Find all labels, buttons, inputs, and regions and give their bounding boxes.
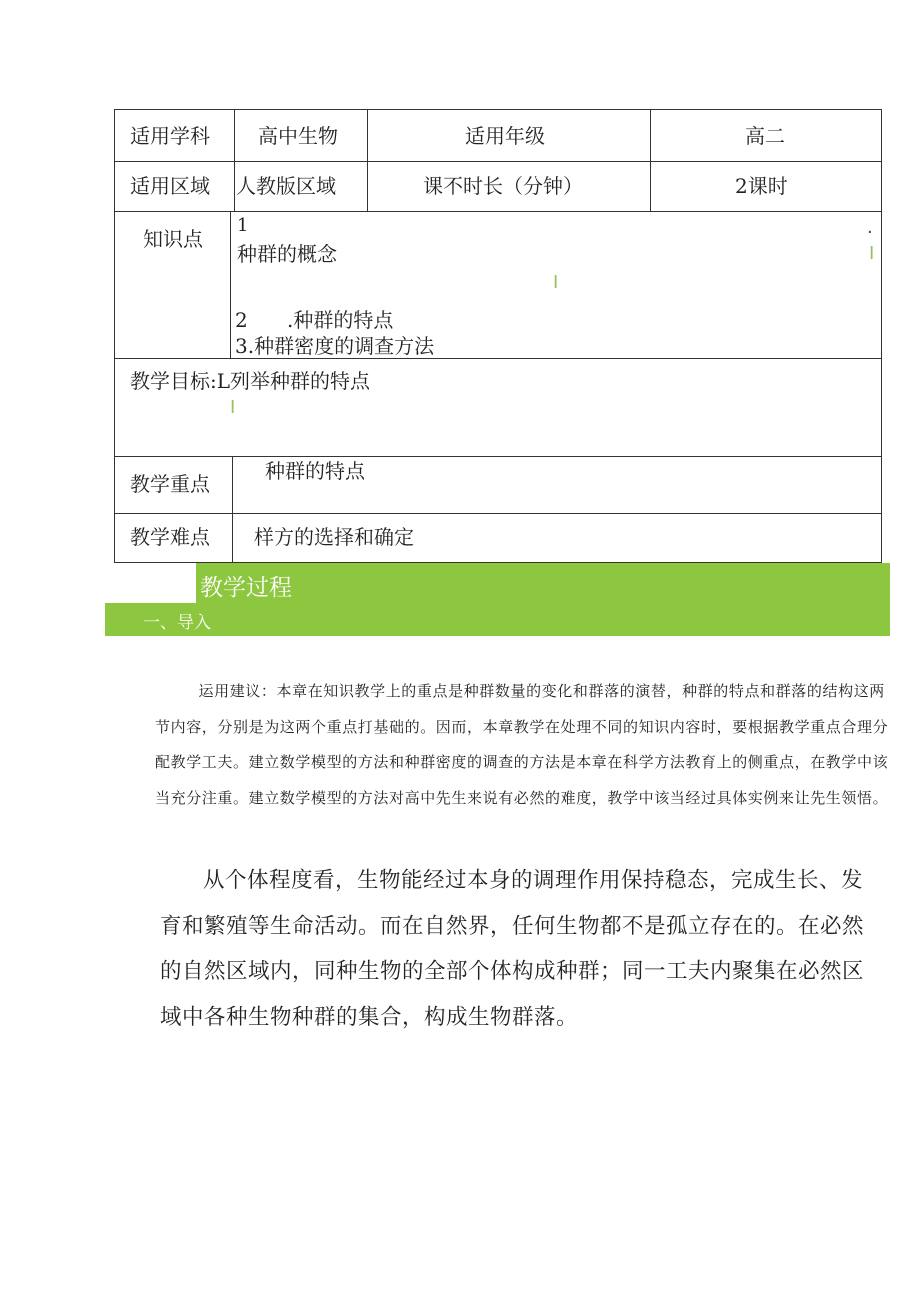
text-cursor-mark: I	[230, 397, 236, 418]
knowledge-item-text: 3.种群密度的调查方法	[235, 334, 435, 358]
body-text: 从个体程度看，生物能经过本身的调理作用保持稳态，完成生长、发育和繁殖等生命活动。而在自然界，任何生物都不是孤立存在的。在必然的自然区域内，同种生物的全部个体构成种群；同一工夫内聚集在必然区域中各种生物种群的集合，构成生物群落。	[160, 868, 865, 1030]
section-subtitle: 一、导入	[143, 613, 211, 633]
region-label: 适用区域	[130, 174, 210, 198]
row-divider	[115, 456, 881, 457]
col-divider	[650, 110, 651, 211]
duration-value: 2课时	[735, 174, 788, 198]
subject-label: 适用学科	[130, 124, 210, 148]
row-divider	[115, 161, 881, 162]
key-point-label: 教学重点	[130, 472, 210, 496]
difficulty-label: 教学难点	[130, 525, 210, 549]
knowledge-item-text: .种群的特点	[287, 308, 394, 332]
stray-dot: .	[867, 217, 873, 238]
section-title: 教学过程	[200, 575, 292, 601]
key-point-value: 种群的特点	[265, 459, 365, 483]
subject-value: 高中生物	[258, 124, 338, 148]
region-value: 人教版区域	[236, 174, 336, 198]
row-divider	[115, 513, 881, 514]
col-divider	[234, 110, 235, 211]
usage-note	[155, 674, 890, 816]
grade-label: 适用年级	[465, 124, 545, 148]
section-title-bar	[196, 563, 890, 603]
grade-value: 高二	[745, 124, 785, 148]
section-subtitle-bar	[105, 603, 890, 636]
knowledge-item-number: 1	[237, 215, 249, 236]
knowledge-item-number: 2	[235, 308, 248, 332]
text-cursor-mark: I	[869, 243, 875, 264]
knowledge-overflow	[233, 334, 533, 358]
lesson-info-table	[114, 109, 882, 563]
usage-note-text: 运用建议：本章在知识教学上的重点是种群数量的变化和群落的演替，种群的特点和群落的结构这两节内容，分别是为这两个重点打基础的。因而，本章教学在处理不同的知识内容时，要根据教学重点合理分配教学工夫。建立数学模型的方法和种群密度的调查的方法是本章在科学方法教育上的侧重点，在教学中该当充分注重。建立数学模型的方法对高中先生来说有必然的难度，教学中该当经过具体实例来让先生领悟。	[155, 682, 889, 807]
teaching-goal: 教学目标:L列举种群的特点	[130, 369, 371, 393]
duration-label: 课不时长（分钟）	[423, 174, 583, 198]
knowledge-item-text: 种群的概念	[237, 242, 337, 266]
difficulty-value: 样方的选择和确定	[254, 525, 414, 549]
knowledge-label: 知识点	[143, 227, 203, 251]
col-divider	[230, 211, 231, 358]
text-cursor-mark: I	[553, 272, 559, 293]
col-divider	[367, 110, 368, 211]
body-paragraph	[160, 858, 882, 1040]
col-divider	[232, 456, 233, 562]
row-divider	[115, 358, 881, 359]
